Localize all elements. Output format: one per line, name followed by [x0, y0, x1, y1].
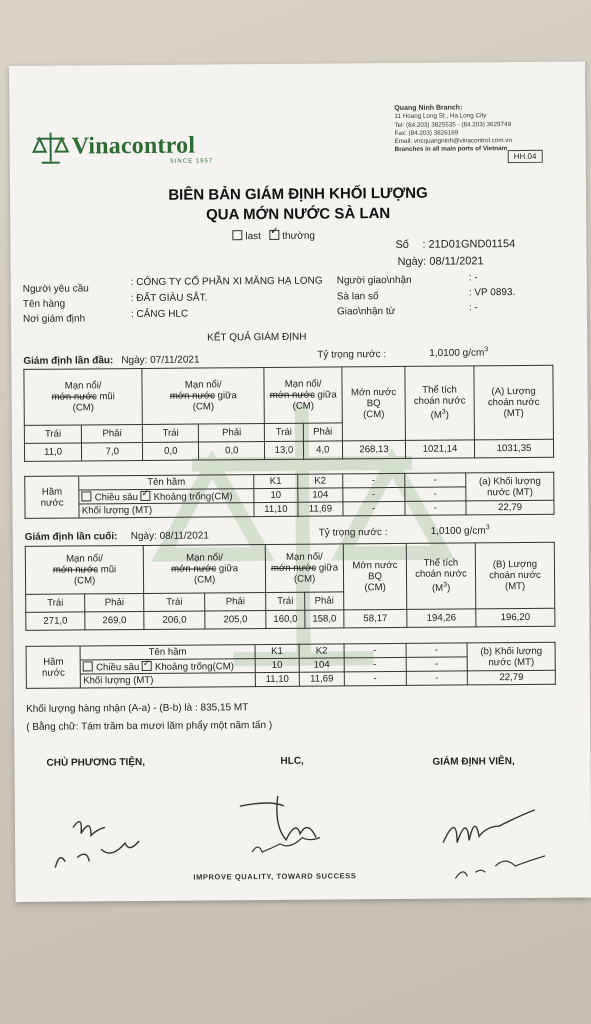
header-text: giữa [214, 390, 237, 402]
regular-checkbox[interactable] [269, 225, 279, 240]
table-cell: 11,10 [254, 502, 299, 516]
result-title: KẾT QUẢ GIÁM ĐỊNH [207, 331, 307, 344]
tank-side-label [26, 646, 81, 688]
brand-name: Vinacontrol [71, 132, 196, 160]
volume-header: Thể tích choán nước $(M^3)$ [406, 543, 476, 610]
table-cell: 7,0 [82, 442, 143, 460]
last-survey-date: Ngày: 08/11/2021 [130, 530, 209, 543]
tank-name-header: Tên hầm [80, 645, 254, 660]
doc-number-label: Số [395, 238, 409, 251]
check-mark-icon: ✓ [142, 657, 151, 668]
header-text: (CM) [73, 575, 96, 587]
table-cell: 11,10 [255, 672, 300, 686]
starboard-header: Phải [305, 592, 344, 610]
doc-title-line2: QUA MỚN NƯỚC SÀ LAN [206, 205, 391, 224]
port-header: Trái [143, 424, 199, 442]
depth-label: Chiều sâu [94, 491, 138, 503]
table-cell: 13,0 [265, 441, 303, 459]
header-text: choán nước [489, 569, 541, 582]
header-text: (CM) [293, 573, 316, 585]
header-text: BQ [366, 398, 381, 410]
port-header: Trái [144, 593, 205, 611]
tank-side-label [25, 476, 80, 518]
dash-cell: - [344, 657, 406, 671]
depth-label: Chiều sâu [96, 661, 140, 673]
header-text: (CM) [192, 401, 215, 413]
owner-signer: CHỦ PHƯƠNG TIỆN, [46, 756, 146, 769]
starboard-header: Phải [85, 593, 144, 611]
starboard-header: Phải [303, 423, 343, 441]
fore-header [25, 545, 144, 594]
barge-value: : VP 0893. [468, 287, 516, 299]
doc-title-line1: BIÊN BẢN GIÁM ĐỊNH KHỐI LƯỢNG [168, 184, 428, 204]
table-cell: 1021,14 [405, 440, 474, 459]
last-checkbox[interactable] [232, 230, 242, 240]
header-text: choán nước [413, 395, 466, 408]
inspector-signature [435, 792, 576, 883]
requester-value: : CÔNG TY CỔ PHẦN XI MĂNG HẠ LONG [130, 275, 323, 289]
check-mark-icon: ✓ [141, 487, 150, 498]
weight-label: Khối lượng (MT) [81, 673, 255, 688]
dash-cell: - [406, 671, 468, 685]
label-text: nước (MT) [487, 486, 533, 498]
table-cell: 196,20 [476, 608, 555, 627]
shipper-value: : - [468, 272, 478, 284]
header-text: Mạn nổi/ [184, 379, 222, 391]
fore-header [24, 368, 143, 425]
header-text: (A) Lượng [491, 385, 536, 398]
check-mark-icon: ✓ [270, 225, 279, 237]
dash-cell: - [406, 657, 468, 671]
mean-header [343, 543, 407, 609]
header-text: Mớn nước [350, 386, 397, 399]
dash-cell: - [404, 501, 466, 515]
k1-header: K1 [255, 644, 300, 658]
table-cell: 58,17 [344, 609, 407, 627]
last-draft-table [25, 542, 556, 631]
port-header: Trái [266, 592, 305, 610]
k2-header: K2 [299, 644, 344, 658]
header-text: mớn nước [270, 562, 317, 574]
barge-label: Sà lan số [336, 291, 379, 303]
header-text: (CM) [363, 409, 385, 421]
shipper-label: Người giao\nhận [336, 274, 412, 287]
form-code: HH.04 [508, 150, 543, 163]
table-cell: 11,0 [24, 443, 81, 461]
goods-value: : ĐẤT GIÀU SẮT. [130, 292, 208, 305]
header-text: Mạn nổi/ [285, 551, 323, 563]
last-density: 1,0100 $g/cm^3$ [430, 524, 490, 538]
depth-space-row [79, 489, 253, 504]
k1-header: K1 [253, 474, 298, 488]
weight-label: Khối lượng (MT) [79, 503, 253, 518]
first-density-label: Tỷ trọng nước : [317, 349, 387, 361]
volume-header: Thể tích choán nước $(M^3)$ [405, 366, 475, 441]
table-cell: 269,0 [85, 611, 144, 629]
from-label: Giao\nhận từ [336, 305, 396, 318]
port-signer: HLC, [280, 755, 304, 767]
mid-header [143, 545, 265, 594]
label-text: (b) Khối lượng [480, 645, 543, 657]
water-total-header [467, 642, 555, 671]
table-cell: 0,0 [143, 442, 199, 460]
depth-checkbox[interactable] [82, 491, 92, 501]
header-text: mũi [97, 564, 117, 576]
starboard-header: Phải [199, 424, 265, 443]
last-label: last [245, 231, 261, 243]
table-cell: 271,0 [26, 612, 85, 630]
first-density: 1,0100 $g/cm^3$ [429, 346, 489, 360]
header-text: giữa [216, 563, 239, 575]
header-text: (M [431, 583, 444, 595]
table-cell: 0,0 [199, 442, 265, 461]
header-text: mũi [96, 391, 115, 403]
header-text: Mạn nổi/ [64, 380, 102, 392]
from-value: : - [468, 302, 478, 314]
place-value: : CẢNG HLC [130, 308, 189, 321]
header-text: Mạn nổi/ [66, 553, 103, 565]
water-total-value: 22,79 [468, 670, 556, 685]
first-density-value: 1,0100 g/cm [429, 347, 485, 360]
table-cell: 4,0 [303, 441, 343, 459]
port-header: Trái [265, 423, 303, 441]
label-text: nước [40, 497, 64, 509]
header-text: Mạn nổi/ [186, 552, 223, 564]
last-density-label: Tỷ trọng nước : [318, 527, 388, 539]
table-cell: 205,0 [205, 610, 266, 628]
cargo-received: Khối lượng hàng nhận (A-a) - (B-b) là : 835,15 MT [26, 702, 249, 715]
last-survey-label: Giám định lần cuối: [24, 531, 118, 543]
goods-label: Tên hàng [22, 298, 66, 310]
port-signature [230, 791, 351, 862]
requester-label: Người yêu cầu [22, 283, 89, 295]
branch-line: Fax: (84.203) 3826169 [394, 129, 459, 137]
dash-cell: - [406, 643, 468, 657]
aft-header [264, 367, 342, 424]
header-text: (CM) [72, 402, 94, 414]
dash-cell: - [344, 643, 406, 657]
label-text: nước [41, 667, 65, 679]
last-density-value: 1,0100 g/cm [430, 525, 486, 538]
space-label: Khoảng trống(CM) [153, 490, 233, 503]
doc-date: Ngày: 08/11/2021 [397, 255, 484, 268]
header-text: Thể tích [423, 557, 459, 570]
table-cell: 11,69 [298, 502, 343, 516]
branch-title: Quang Ninh Branch: [394, 104, 463, 112]
water-total-value: 22,79 [466, 500, 554, 515]
header-text: (MT) [503, 407, 524, 420]
header-text: ) [447, 583, 451, 595]
port-header: Trái [26, 594, 85, 612]
port-header: Trái [24, 425, 81, 443]
first-tank-table [24, 472, 554, 519]
header-text: giữa [316, 562, 339, 574]
header-text: (CM) [364, 582, 386, 594]
header-text: choán nước [415, 568, 467, 581]
header-text: (CM) [292, 400, 315, 412]
header-text: giữa [314, 389, 337, 401]
header-text: Thể tích [422, 384, 457, 397]
k2-header: K2 [298, 474, 343, 488]
displacement-header [475, 542, 555, 609]
depth-space-row [81, 659, 255, 674]
branch-line: Branches in all main ports of Vietnam [394, 145, 508, 154]
document-sheet [9, 61, 591, 901]
last-tank-table [26, 642, 556, 689]
dash-cell: - [344, 671, 406, 685]
table-cell: 268,13 [342, 440, 405, 458]
label-text: (a) Khối lượng [478, 475, 541, 487]
branch-line: Email: vncquangninh@vinacontrol.com.vn [394, 137, 512, 146]
header-text: mớn nước [169, 390, 216, 402]
dash-cell: - [343, 501, 405, 515]
place-label: Nơi giám định [22, 313, 86, 325]
space-checkbox[interactable] [142, 657, 152, 670]
space-checkbox[interactable] [141, 487, 151, 500]
table-cell: 11,69 [299, 672, 344, 686]
cargo-in-words: ( Bằng chữ: Tám trăm ba mươi lăm phẩy một năm tấn ) [26, 719, 273, 733]
aft-header [265, 544, 343, 593]
header-text: choán nước [487, 396, 540, 409]
tank-name-header: Tên hầm [79, 475, 253, 490]
header-text: mớn nước [269, 389, 315, 401]
type-options [232, 225, 316, 243]
table-cell: 10 [255, 658, 300, 672]
header-text: (B) Lượng [492, 558, 538, 571]
displacement-header [474, 365, 554, 440]
mid-header [142, 368, 264, 425]
header-text: BQ [368, 571, 383, 583]
footer-slogan: IMPROVE QUALITY, TOWARD SUCCESS [193, 871, 357, 882]
header-text: mớn nước [171, 563, 217, 575]
vinacontrol-logo-icon [32, 130, 70, 166]
brand-since: SINCE 1957 [169, 158, 214, 165]
first-draft-table [23, 365, 554, 462]
regular-label: thường [282, 230, 316, 242]
table-cell: 206,0 [144, 611, 205, 629]
header-text: mớn nước [52, 564, 99, 576]
dash-cell: - [343, 487, 405, 501]
first-survey-date: Ngày: 07/11/2021 [121, 354, 200, 367]
header-text: mớn nước [51, 391, 97, 403]
dash-cell: - [342, 473, 404, 487]
table-cell: 194,26 [407, 609, 476, 628]
branch-info [394, 104, 512, 155]
starboard-header: Phải [82, 424, 143, 442]
header-text: (M [430, 410, 442, 422]
dash-cell: - [404, 487, 466, 501]
table-cell: 104 [299, 658, 344, 672]
starboard-header: Phải [205, 592, 266, 610]
water-total-header [466, 472, 554, 501]
branch-line: Tel: (84.203) 3825535 - (84.203) 3629749 [394, 120, 512, 129]
label-text: Hầm [41, 486, 63, 498]
table-cell: 158,0 [305, 610, 344, 628]
header-text: Mạn nổi/ [284, 378, 322, 390]
label-text: nước (MT) [488, 656, 535, 668]
header-text: (CM) [193, 574, 216, 586]
table-cell: 104 [298, 488, 343, 502]
label-text: Hầm [43, 656, 64, 668]
header-text: Mớn nước [352, 559, 398, 572]
space-label: Khoảng trống(CM) [154, 660, 234, 673]
doc-number: : 21D01GND01154 [422, 238, 516, 251]
branch-line: 11 Hoang Long St., Ha Long City [394, 112, 487, 121]
inspector-signer: GIÁM ĐỊNH VIÊN, [432, 756, 515, 768]
first-survey-label: Giám định lần đầu: [23, 355, 114, 367]
table-cell: 1031,35 [474, 439, 553, 458]
header-text: (MT) [504, 580, 526, 593]
header-text: ) [445, 410, 449, 422]
table-cell: 10 [253, 488, 298, 502]
table-cell: 160,0 [266, 610, 305, 628]
dash-cell: - [404, 473, 466, 487]
owner-signature [43, 805, 174, 876]
depth-checkbox[interactable] [83, 661, 93, 671]
mean-header [342, 366, 406, 440]
